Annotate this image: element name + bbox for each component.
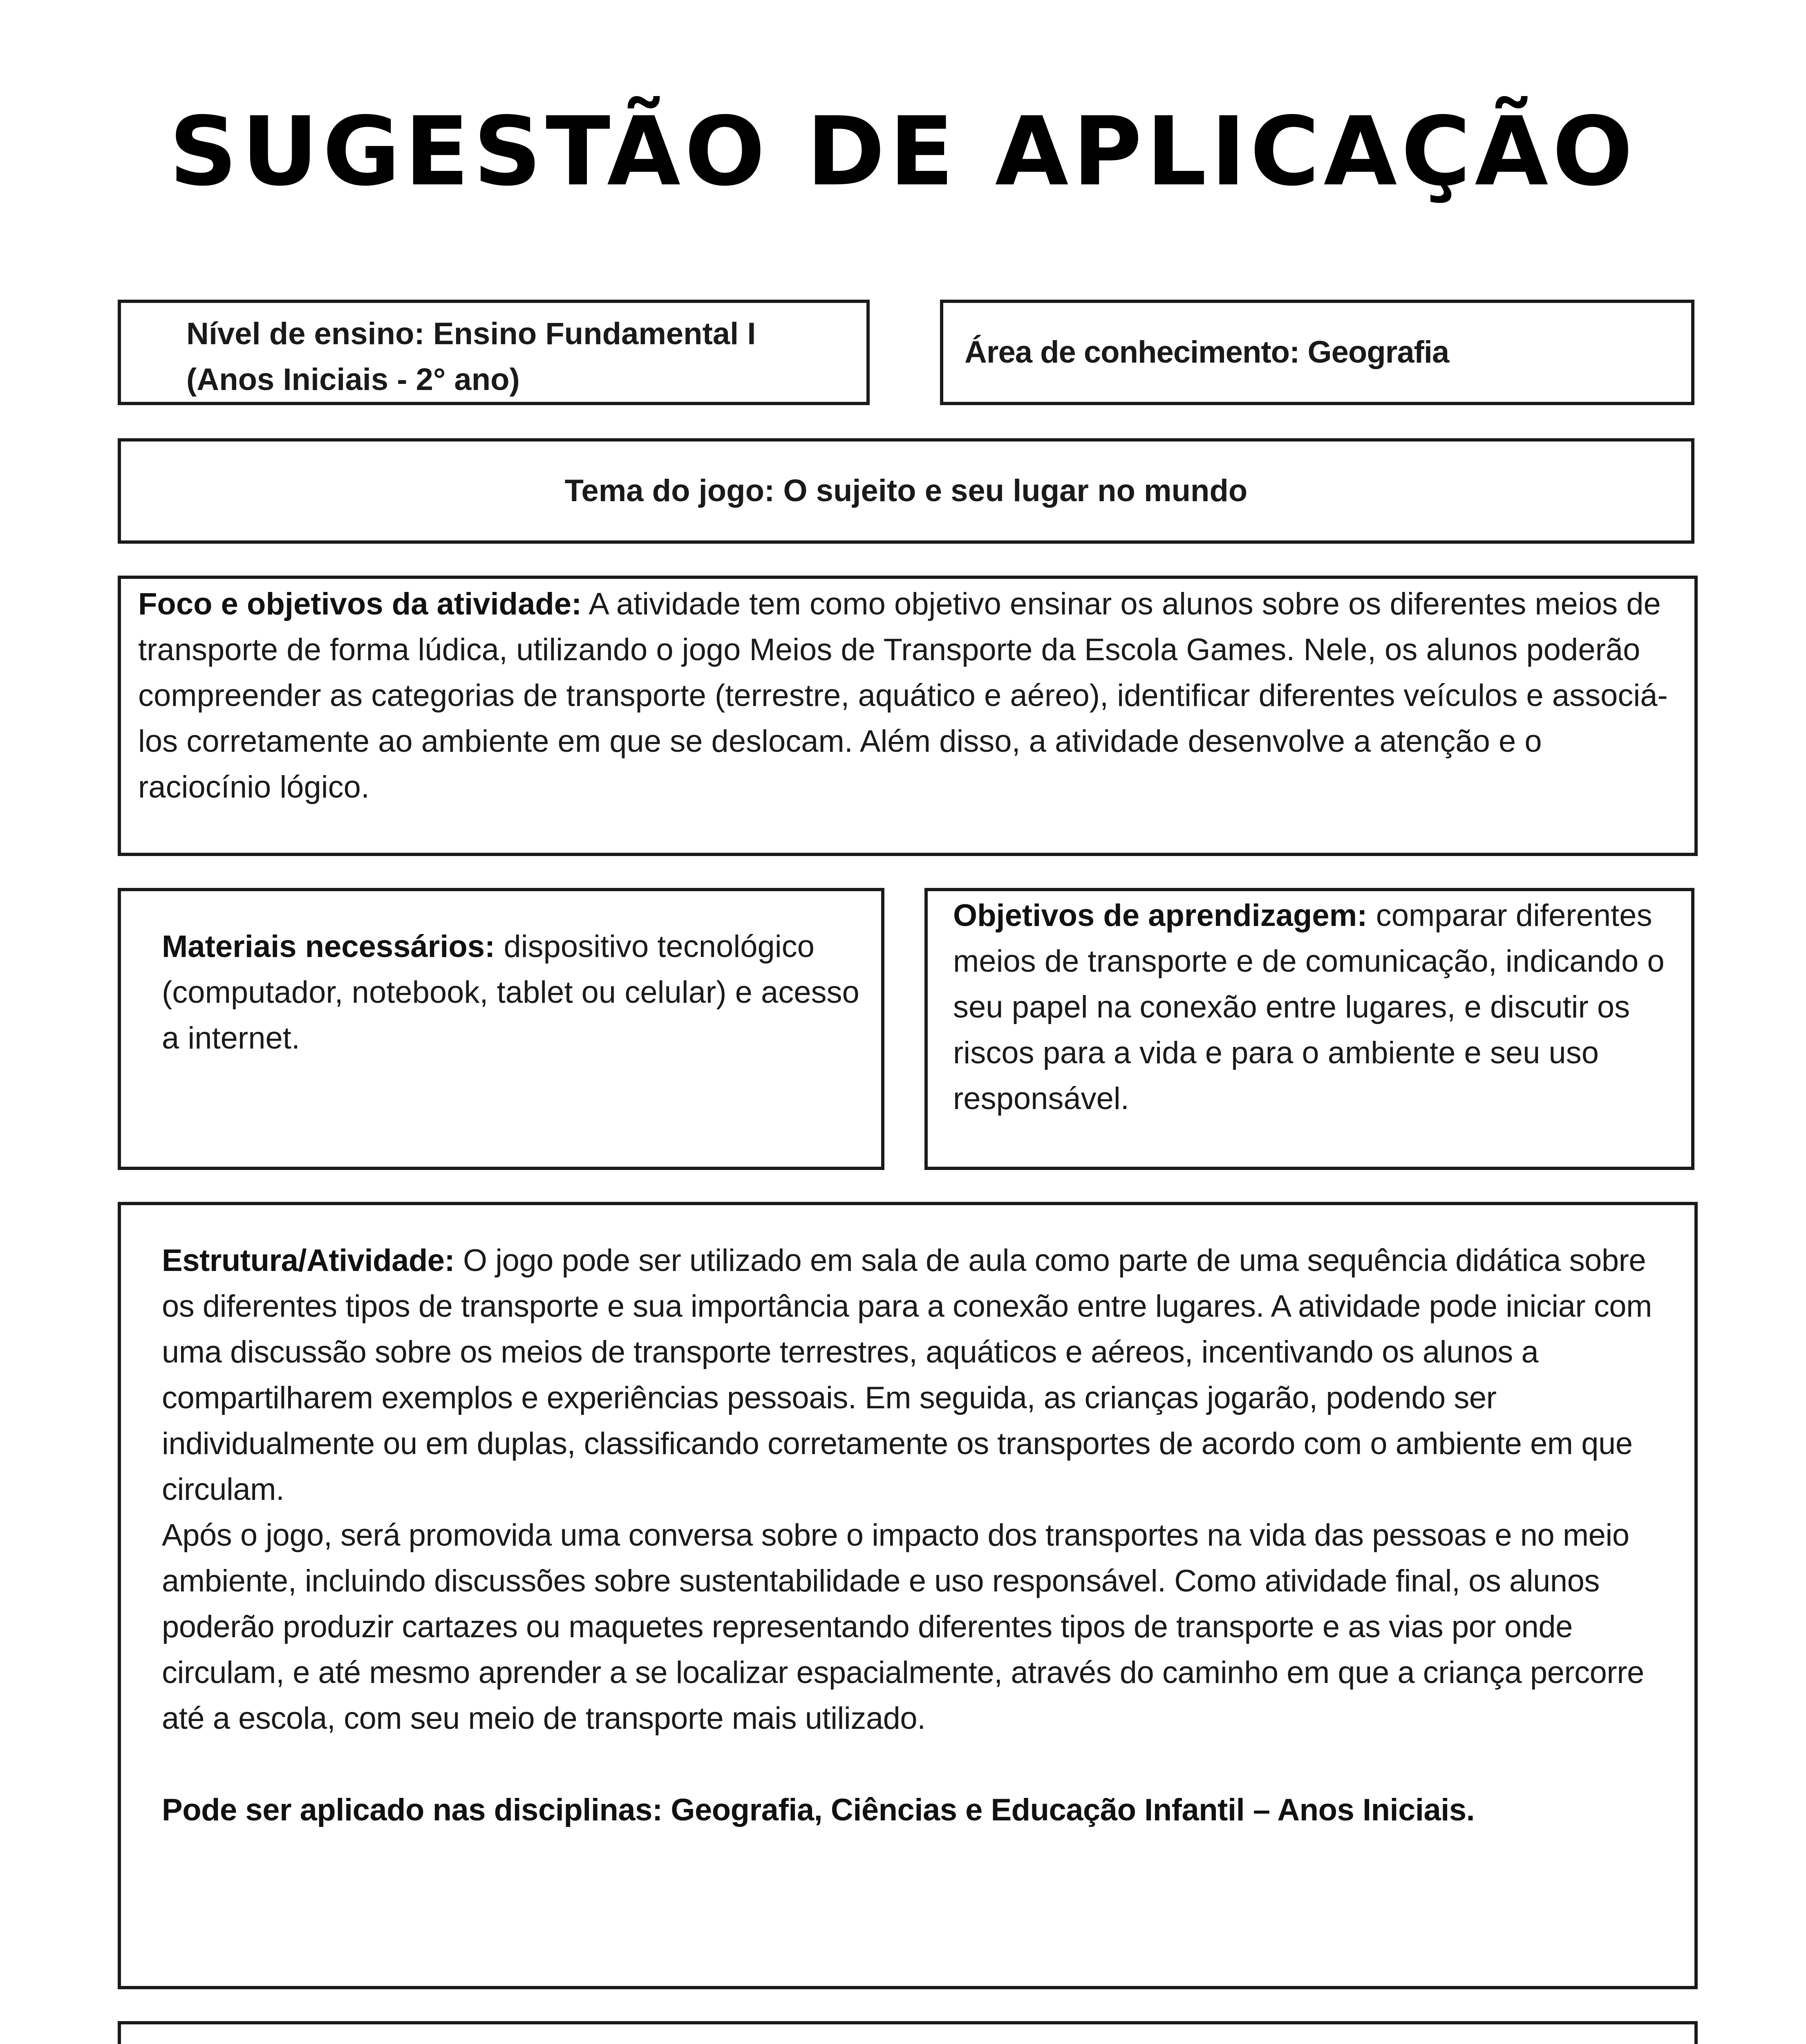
learning-objectives-label: Objetivos de aprendizagem: <box>953 898 1367 933</box>
education-level-box <box>118 300 870 405</box>
structure-activity-body-1: O jogo pode ser utilizado em sala de aula como parte de uma sequência didática sobre os diferentes tipos de transporte e sua importância para a conexão entre lugares. A atividade pode iniciar com uma discussão sobre os meios de transporte terrestres, aquáticos e aéreos, incentivando os alunos a compartilharem exemplos e experiências pessoais. Em seguida, as crianças jogarão, podendo ser individualmente ou em duplas, classificando corretamente os transportes de acordo com o ambiente em que circulam. <box>162 1243 1652 1507</box>
focus-objectives-label: Foco e objetivos da atividade: <box>138 587 582 621</box>
disciplines-note: Pode ser aplicado nas disciplinas: Geografia, Ciências e Educação Infantil – Anos Iniciais. <box>162 1793 1475 1827</box>
structure-activity-label: Estrutura/Atividade: <box>162 1243 455 1278</box>
focus-objectives-box <box>118 576 1698 856</box>
focus-objectives-body: A atividade tem como objetivo ensinar os alunos sobre os diferentes meios de transporte de forma lúdica, utilizando o jogo Meios de Transporte da Escola Games. Nele, os alunos poderão compreender as categorias de transporte (terrestre, aquático e aéreo), identificar diferentes veículos e associá-los corretamente ao ambiente em que se deslocam. Além disso, a atividade desenvolve a atenção e o raciocínio lógico. <box>138 587 1668 805</box>
knowledge-area-text: Área de conhecimento: Geografia <box>965 335 1449 370</box>
structure-activity-body-2: Após o jogo, será promovida uma conversa sobre o impacto dos transportes na vida das pessoas e no meio ambiente, incluindo discussões sobre sustentabilidade e uso responsável. Como atividade final, os alunos poderão produzir cartazes ou maquetes representando diferentes tipos de transporte e as vias por onde circulam, e até mesmo aprender a se localizar espacialmente, através do caminho em que a criança percorre até a escola, com seu meio de transporte mais utilizado. <box>162 1518 1644 1736</box>
focus-objectives-text <box>138 581 1675 810</box>
learning-objectives-text <box>953 893 1689 1122</box>
game-theme-box <box>118 438 1694 544</box>
materials-box <box>118 888 884 1170</box>
page-title: SUGESTÃO DE APLICAÇÃO <box>169 96 1637 207</box>
education-level-text <box>186 311 840 403</box>
structure-activity-text <box>162 1238 1682 1833</box>
education-level-line-1: Nível de ensino: Ensino Fundamental I <box>186 316 756 351</box>
knowledge-area-box <box>940 300 1694 405</box>
game-theme-text: Tema do jogo: O sujeito e seu lugar no mundo <box>564 473 1248 508</box>
learning-objectives-body: comparar diferentes meios de transporte e de comunicação, indicando o seu papel na conexão entre lugares, e discutir os riscos para a vida e para o ambiente e seu uso responsável. <box>953 898 1665 1116</box>
materials-label: Materiais necessários: <box>162 929 495 964</box>
materials-body: dispositivo tecnológico (computador, notebook, tablet ou celular) e acesso a internet. <box>162 929 859 1056</box>
learning-objectives-box <box>924 888 1694 1170</box>
education-level-line-2: (Anos Iniciais - 2° ano) <box>186 362 520 397</box>
structure-activity-box <box>118 1202 1698 1989</box>
evaluation-box <box>118 2021 1698 2044</box>
materials-text <box>162 924 865 1061</box>
